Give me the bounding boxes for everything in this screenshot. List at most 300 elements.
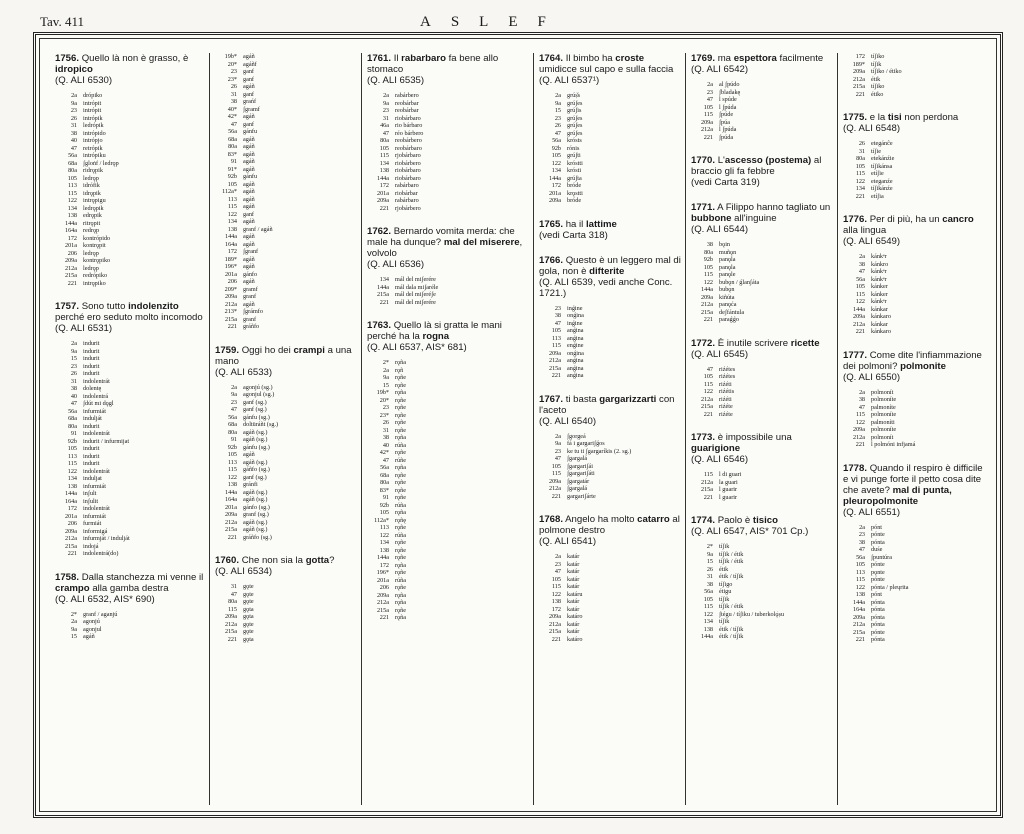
question-entry	[843, 53, 987, 98]
response-row	[691, 373, 834, 381]
column-1	[52, 53, 210, 805]
question-text	[843, 463, 987, 518]
response-row	[843, 411, 987, 419]
locality-code: 172	[855, 53, 865, 60]
dialect-form: agáñ	[243, 203, 255, 210]
question-reference: (Q. ALI 6530)	[55, 75, 113, 86]
locality-code: 215a	[548, 628, 561, 635]
response-row	[55, 498, 206, 506]
dialect-form: indurit	[83, 355, 100, 362]
locality-code: 9a	[555, 99, 561, 107]
dialect-form: pónta	[871, 538, 885, 546]
dialect-form: mál dala miʃaréle	[395, 283, 439, 291]
locality-code: 201a	[64, 242, 77, 249]
response-row	[215, 211, 358, 219]
dialect-form: agáñ	[243, 113, 255, 120]
question-number: 1756.	[55, 53, 80, 64]
locality-code: 56a	[228, 128, 237, 135]
locality-code: 47	[858, 268, 865, 275]
response-row	[539, 350, 682, 358]
locality-code: 206	[379, 584, 389, 591]
locality-code: 2a	[859, 388, 865, 396]
response-row	[55, 227, 206, 235]
response-row	[215, 481, 358, 489]
dialect-form: ʃgargariʃáti	[567, 470, 595, 477]
dialect-form: polmonít	[871, 388, 894, 396]
response-row	[691, 301, 834, 309]
question-prefix: Dalla stanchezza mi venne il	[81, 571, 204, 583]
question-prefix: Quando il respiro è difficile e vi punge forte il petto cosa dite che avete?	[843, 462, 983, 496]
response-row	[55, 393, 206, 401]
dialect-form: grúʃes	[567, 99, 583, 107]
response-row	[691, 633, 834, 641]
locality-code: 206	[67, 249, 77, 257]
response-row	[843, 524, 987, 532]
dialect-form: riobárbaro	[395, 174, 421, 182]
dialect-form: grańf	[243, 98, 257, 105]
response-row	[215, 158, 358, 166]
response-row	[215, 166, 358, 174]
response-list	[215, 53, 358, 331]
locality-code: 213*	[224, 308, 237, 315]
dialect-form: kánkro	[871, 260, 889, 268]
locality-code: 47	[554, 455, 561, 462]
dialect-form: gǫte	[243, 590, 254, 598]
response-row	[215, 406, 358, 414]
locality-code: 138	[379, 167, 389, 174]
dialect-form: katár	[567, 583, 580, 590]
locality-code: 115	[551, 583, 561, 590]
locality-code: 47	[70, 400, 77, 407]
dialect-form: intrópik	[83, 114, 103, 122]
response-row	[691, 286, 834, 294]
dialect-form: kontrǫpiko	[83, 257, 111, 264]
dialect-form: l di guari	[719, 471, 742, 478]
locality-code: 221	[855, 441, 865, 448]
question-keyword: crampi	[293, 344, 325, 356]
question-prefix: Questo è un leggero mal di gola, non è	[539, 254, 681, 277]
response-row	[55, 453, 206, 461]
locality-code: 115	[703, 111, 713, 118]
response-row	[215, 128, 358, 136]
response-row	[215, 598, 358, 606]
dialect-form: fá i gargariʃǵos	[567, 440, 605, 447]
dialect-form: tíʃikánźe	[871, 185, 893, 192]
locality-code: 209a	[548, 349, 561, 357]
response-row	[539, 175, 682, 183]
column-4	[536, 53, 686, 805]
dialect-form: agonjú (sg.)	[243, 383, 273, 391]
locality-code: 113	[227, 458, 237, 466]
dialect-form: agáñ	[243, 188, 255, 195]
locality-code: 38	[554, 312, 561, 319]
locality-code: 134	[67, 475, 77, 482]
dialect-form: rúña	[395, 501, 406, 509]
dialect-form: pónt	[871, 523, 883, 531]
dialect-form: inǵine	[567, 319, 583, 327]
locality-code: 172	[227, 248, 237, 255]
question-prefix: Quello là si gratta le mani perché ha la	[367, 320, 502, 342]
locality-code: 40	[70, 137, 77, 144]
dialect-form: rabárbaro	[395, 197, 419, 204]
dialect-form: drópiko	[83, 92, 103, 99]
locality-code: 38	[858, 260, 865, 268]
dialect-form: ledrópik	[83, 122, 104, 129]
dialect-form: kánkar	[871, 305, 888, 313]
response-row	[55, 340, 206, 348]
locality-code: 172	[379, 561, 389, 569]
question-keyword: ricette	[790, 337, 820, 349]
locality-code: 23	[858, 531, 865, 538]
question-reference: (Q. ALI 6540)	[539, 415, 597, 427]
locality-code: 144a	[852, 305, 865, 313]
question-keyword: idropico	[55, 64, 93, 75]
dialect-form: muñǫn	[719, 248, 737, 256]
response-row	[215, 271, 358, 279]
question-prefix: e la	[869, 112, 888, 123]
locality-code: 134	[67, 204, 77, 212]
locality-code: 215a	[224, 315, 237, 323]
dialect-form: bubǫn / ǵlanʃáta	[719, 278, 760, 286]
locality-code: 26	[706, 565, 713, 573]
locality-code: 91	[230, 158, 237, 165]
question-suffix: fa bene allo stomaco	[367, 53, 499, 75]
response-row	[215, 399, 358, 407]
locality-code: 38	[858, 538, 865, 546]
dialect-form: ganf	[243, 120, 254, 128]
locality-code: 209a	[224, 293, 237, 300]
response-row	[691, 256, 834, 264]
dialect-form: indolentrá	[83, 392, 109, 400]
locality-code: 9a	[383, 99, 389, 107]
question-keyword: catarro	[637, 514, 670, 525]
locality-code: 212a	[852, 621, 865, 628]
locality-code: 105	[379, 144, 389, 152]
response-row	[55, 468, 206, 476]
response-list	[843, 140, 987, 200]
response-row	[539, 485, 682, 493]
response-row	[539, 122, 682, 130]
dialect-form: mál del miʃeréʃe	[395, 291, 436, 298]
response-row	[55, 92, 206, 100]
response-row	[55, 483, 206, 491]
locality-code: 215a	[700, 486, 713, 493]
response-list	[55, 340, 206, 558]
dialect-form: rjobárbero	[395, 204, 421, 212]
response-list	[691, 543, 834, 641]
dialect-form: intrǫpigu	[83, 197, 106, 204]
dialect-form: rúñe	[395, 456, 406, 464]
dialect-form: infurmját / indulját	[83, 535, 130, 542]
locality-code: 209a	[548, 197, 561, 204]
response-list	[843, 389, 987, 449]
question-keyword: croste	[615, 53, 645, 64]
locality-code: 38	[858, 396, 865, 403]
locality-code: 105	[551, 575, 561, 583]
question-text	[215, 555, 358, 577]
question-prefix: Che non sia la	[241, 555, 306, 566]
dialect-form: agáñ (sg.)	[243, 428, 268, 436]
locality-code: 23*	[379, 411, 389, 419]
question-reference: (Q. ALI 6534)	[215, 566, 273, 577]
response-row	[215, 421, 358, 429]
dialect-form: rǫñe	[395, 381, 406, 389]
response-row	[843, 569, 987, 577]
response-list	[691, 366, 834, 419]
response-row	[215, 256, 358, 264]
response-row	[215, 91, 358, 99]
response-row	[539, 613, 682, 621]
response-row	[843, 441, 987, 449]
question-keyword: lattime	[585, 218, 617, 230]
locality-code: 20*	[379, 396, 389, 404]
locality-code: 15	[554, 107, 561, 114]
response-row	[215, 301, 358, 309]
question-keyword: mal di punta, pleuropolmonite	[843, 484, 952, 507]
response-row	[539, 591, 682, 599]
locality-code: 215a	[224, 526, 237, 533]
dialect-form: rúña	[395, 531, 406, 539]
response-list	[367, 92, 530, 212]
locality-code: 122	[551, 159, 561, 167]
response-row	[843, 328, 987, 336]
response-row	[539, 621, 682, 629]
locality-code: 115	[703, 471, 713, 478]
dialect-form: gramf	[243, 285, 258, 293]
locality-code: 2a	[707, 81, 713, 88]
locality-code: 91	[382, 494, 389, 501]
question-reference: (Q. ALI 6537¹)	[539, 75, 600, 86]
locality-code: 31	[858, 147, 865, 155]
dialect-form: pónta	[871, 621, 885, 628]
dialect-form: katár	[567, 628, 580, 635]
response-row	[539, 107, 682, 115]
locality-code: 134	[379, 159, 389, 167]
dialect-form: pónta	[871, 606, 885, 613]
response-row	[215, 263, 358, 271]
locality-code: 164a	[64, 227, 77, 234]
locality-code: 122	[855, 177, 865, 185]
locality-code: 31	[70, 122, 77, 129]
locality-code: 92b	[227, 443, 237, 451]
dialect-form: pónte	[871, 628, 885, 636]
response-row	[55, 220, 206, 228]
response-row	[691, 618, 834, 626]
response-row	[691, 81, 834, 89]
dialect-form: gǫte	[243, 598, 254, 605]
locality-code: 215a	[64, 272, 77, 279]
locality-code: 206	[67, 520, 77, 527]
locality-code: 115	[227, 466, 237, 473]
dialect-form: agáñ (sg.)	[243, 458, 268, 466]
question-reference: (Q. ALI 6550)	[843, 371, 901, 383]
locality-code: 212a	[700, 478, 713, 486]
dialect-form: étik / tíʃik	[719, 625, 744, 633]
dialect-form: mál del miʃerére	[395, 276, 436, 283]
response-row	[55, 408, 206, 416]
response-row	[215, 61, 358, 69]
locality-code: 115	[855, 290, 865, 298]
question-prefix: A Filippo hanno tagliato un	[717, 202, 831, 213]
locality-code: 26	[70, 370, 77, 377]
response-row	[215, 308, 358, 316]
locality-code: 9a	[231, 391, 237, 398]
dialect-form: intrópiku	[83, 152, 106, 159]
dialect-form: gǫte	[243, 628, 254, 635]
locality-code: 42*	[227, 113, 237, 120]
locality-code: 209a	[224, 511, 237, 518]
locality-code: 209a	[548, 477, 561, 485]
locality-code: 38	[382, 434, 389, 441]
question-suffix: al braccio gli fa febbre	[691, 155, 822, 177]
response-row	[367, 427, 530, 435]
locality-code: 68a	[380, 471, 389, 479]
response-row	[367, 389, 530, 397]
question-number: 1768.	[539, 514, 564, 525]
question-prefix: Bernardo vomita merda: che male ha dunque?	[367, 226, 515, 248]
dialect-form: agáñ	[243, 180, 255, 188]
dialect-form: kánkaro	[871, 313, 891, 320]
response-row	[215, 151, 358, 159]
locality-code: 115	[551, 470, 561, 477]
dialect-form: gáñfo (sg.)	[243, 466, 270, 473]
question-suffix: all'inguine	[731, 213, 777, 224]
dialect-form: katáro	[567, 613, 583, 620]
dialect-form: pǫnte	[871, 568, 885, 576]
column-6	[840, 53, 990, 805]
response-row	[55, 633, 206, 641]
response-row	[691, 581, 834, 589]
response-row	[55, 400, 206, 408]
locality-code: 212a	[852, 433, 865, 441]
locality-code: 209a	[376, 197, 389, 204]
locality-code: 23	[554, 114, 561, 122]
response-row	[55, 363, 206, 371]
dialect-form: krǫstti	[567, 189, 583, 197]
locality-code: 115	[855, 170, 865, 177]
locality-code: 23	[382, 107, 389, 114]
dialect-form: rǫñę	[395, 516, 406, 524]
dialect-form: étik	[871, 75, 881, 83]
dialect-form: katáro	[567, 635, 583, 643]
dialect-form: polmoníte	[871, 396, 897, 403]
question-keyword: crampo	[55, 582, 90, 594]
question-keyword: mal del miserere	[443, 237, 520, 248]
dialect-form: grúʃta	[567, 174, 582, 182]
response-row	[215, 384, 358, 392]
dialect-form: rǫñe	[395, 374, 406, 381]
response-row	[691, 566, 834, 574]
dialect-form: agáñ	[83, 633, 95, 640]
response-row	[691, 603, 834, 611]
dialect-form: granf / agáñ	[243, 225, 273, 233]
response-list	[367, 359, 530, 622]
locality-code: 201a	[64, 512, 77, 520]
dialect-form: anǵina	[567, 327, 584, 334]
locality-code: 105	[855, 561, 865, 568]
locality-code: 212a	[548, 485, 561, 492]
response-row	[55, 543, 206, 551]
question-text	[691, 155, 834, 188]
locality-code: 164a	[224, 240, 237, 248]
dialect-form: riobárbero	[395, 159, 421, 167]
response-row	[843, 61, 987, 69]
question-prefix: L'	[717, 155, 725, 166]
locality-code: 91	[70, 430, 77, 437]
locality-code: 40*	[227, 105, 237, 113]
locality-code: 2a	[71, 618, 77, 625]
locality-code: 26	[382, 419, 389, 426]
question-text	[691, 53, 834, 75]
response-row	[843, 148, 987, 156]
response-row	[215, 534, 358, 542]
response-list	[539, 92, 682, 205]
locality-code: 80a	[228, 428, 237, 436]
dialect-form: ʃpúde	[719, 111, 734, 118]
locality-code: 105	[703, 373, 713, 380]
response-row	[367, 284, 530, 292]
dialect-form: etíʃia	[871, 192, 884, 200]
response-row	[55, 370, 206, 378]
dialect-form: kánkᵉr	[871, 275, 887, 283]
dialect-form: ganf	[243, 210, 254, 218]
locality-code: 115	[227, 605, 237, 613]
response-row	[367, 487, 530, 495]
locality-code: 221	[703, 410, 713, 418]
dialect-form: katáru	[567, 590, 583, 598]
question-keyword: cancro	[942, 214, 974, 225]
dialect-form: ʃpúda	[719, 133, 734, 141]
response-row	[215, 511, 358, 519]
dialect-form: katár	[567, 553, 580, 560]
response-list	[367, 276, 530, 306]
dialect-form: tíʃik	[871, 60, 882, 68]
response-row	[367, 449, 530, 457]
locality-code: 134	[551, 167, 561, 174]
response-row	[367, 92, 530, 100]
dialect-form: onǵina	[567, 312, 584, 319]
locality-code: 9a	[707, 550, 713, 558]
response-row	[55, 100, 206, 108]
response-row	[691, 241, 834, 249]
question-suffix: al polmone destro	[539, 514, 680, 536]
dialect-form: agáñ	[243, 240, 255, 248]
response-row	[367, 599, 530, 607]
locality-code: 80a	[68, 422, 77, 430]
question-reference: (Q. ALI 6541)	[539, 536, 597, 547]
question-prefix: è impossibile una	[717, 432, 792, 443]
dialect-form: tíʃiko / étiko	[871, 68, 902, 75]
question-suffix: alla lingua	[843, 225, 887, 236]
response-row	[55, 145, 206, 153]
locality-code: 105	[551, 152, 561, 159]
locality-code: 9a	[71, 99, 77, 107]
locality-code: 209a	[224, 613, 237, 620]
dialect-form: ʃgrámfo	[243, 308, 263, 315]
dialect-form: ʃpuntúra	[871, 553, 892, 561]
response-row	[55, 355, 206, 363]
response-row	[691, 486, 834, 494]
dialect-form: agáñ	[243, 218, 255, 225]
dialect-form: infurmiát	[83, 512, 107, 520]
question-reference: (Q. ALI 6537, AIS* 681)	[367, 342, 467, 353]
question-entry	[843, 214, 987, 336]
response-row	[367, 502, 530, 510]
response-row	[55, 212, 206, 220]
response-row	[367, 554, 530, 562]
locality-code: 212a	[852, 320, 865, 328]
locality-code: 134	[855, 185, 865, 192]
